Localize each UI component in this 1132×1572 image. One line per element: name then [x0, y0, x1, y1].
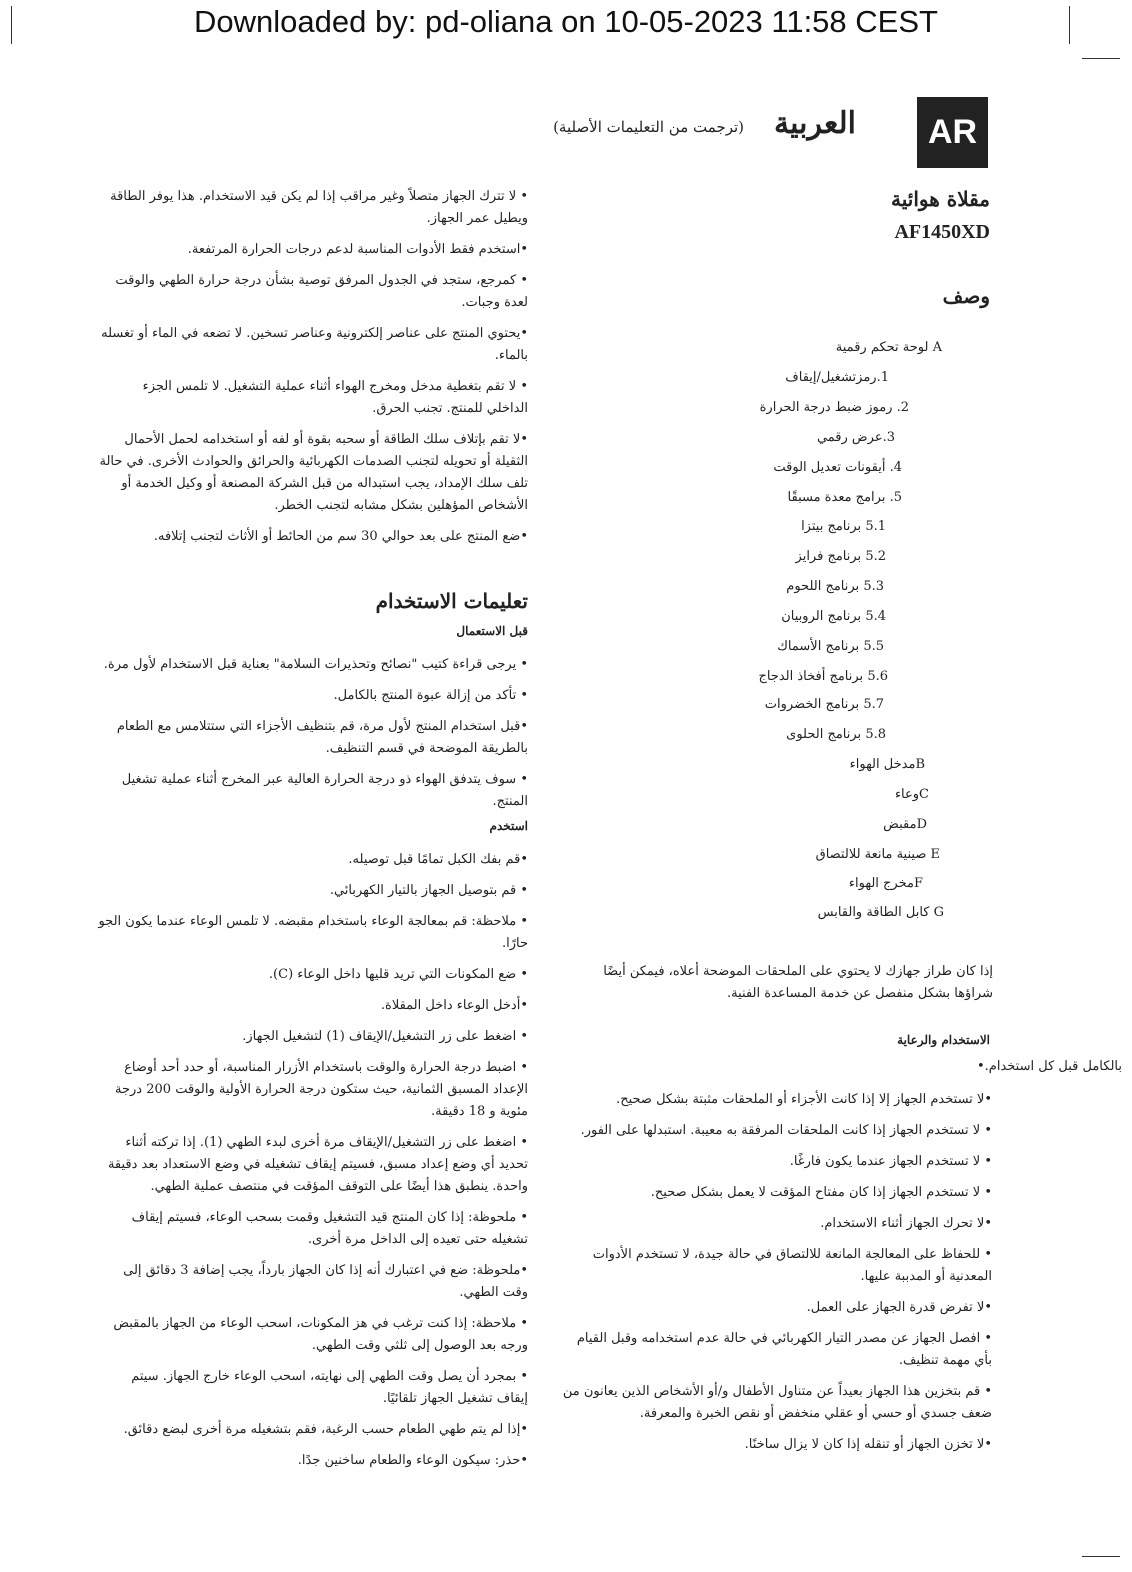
description-item: 5.2 برنامج فرايز [795, 549, 886, 564]
care-item: •لا تخزن الجهاز أو تنقله إذا كان لا يزال ساخنًا. [744, 1437, 992, 1452]
use-item: •إذا لم يتم طهي الطعام حسب الرغبة، فقم بتشغيله مرة أخرى لبضع دقائق. [123, 1422, 528, 1437]
description-item: Bمدخل الهواء [849, 757, 925, 772]
care-item: • افصل الجهاز عن مصدر التيار الكهربائي في حالة عدم استخدامه وقبل القيام بأي مهمة تنظيف. [576, 1331, 992, 1368]
crop-mark-right [1069, 6, 1070, 44]
description-item: E صينية مانعة للالتصاق [815, 847, 940, 862]
description-item: 5.8 برنامج الحلوى [786, 727, 886, 742]
care-item: • لا تستخدم الجهاز إذا كان مفتاح المؤقت لا يعمل بشكل صحيح. [650, 1185, 992, 1200]
product-model: AF1450XD [894, 221, 990, 243]
language-subtitle: (ترجمت من التعليمات الأصلية) [553, 118, 744, 136]
description-item: 5. برامج معدة مسبقًا [787, 490, 902, 505]
description-item: Fمخرج الهواء [848, 876, 923, 891]
safety-item: •ضع المنتج على بعد حوالي 30 سم من الحائط أو الأثاث لتجنب إتلافه. [153, 529, 528, 544]
description-title: وصف [942, 284, 990, 308]
use-title: استخدم [489, 819, 528, 833]
crop-mark-bottom-right [1082, 1556, 1120, 1557]
use-item: •قم بفك الكبل تمامًا قبل توصيله. [348, 852, 528, 867]
care-item: • قم بتخزين هذا الجهاز بعيداً عن متناول الأطفال و/أو الأشخاص الذين يعانون من ضعف جسدي أو حسي أو عقلي منخفض أو نقص الخبرة والمعرفة. [562, 1384, 992, 1421]
use-item: • بمجرد أن يصل وقت الطهي إلى نهايته، اسحب الوعاء خارج الجهاز. سيتم إيقاف تشغيل الجهاز تلقائيًا. [131, 1369, 528, 1406]
care-item: • للحفاظ على المعالجة المانعة للالتصاق في حالة جيدة، لا تستخدم الأدوات المعدنية أو المدببة عليها. [592, 1247, 992, 1284]
instructions-title: تعليمات الاستخدام [375, 589, 528, 613]
description-item: 5.3 برنامج اللحوم [786, 579, 884, 594]
care-item: • لا تستخدم الجهاز عندما يكون فارغًا. [789, 1154, 992, 1169]
description-item: 5.5 برنامج الأسماك [777, 639, 884, 654]
description-item: 1.رمزتشغيل/إيقاف [785, 370, 889, 385]
download-note: Downloaded by: pd-oliana on 10-05-2023 11:58 CEST [194, 4, 938, 39]
description-item: Cوعاء [894, 787, 929, 802]
use-item: •أدخل الوعاء داخل المقلاة. [380, 998, 528, 1013]
use-item: • ملاحظة: قم بمعالجة الوعاء باستخدام مقبضه. لا تلمس الوعاء عندما يكون الجو حارًا. [98, 914, 528, 951]
use-item: • ملحوظة: إذا كان المنتج قيد التشغيل وقمت بسحب الوعاء، فسيتم إيقاف تشغيله حتى تعيده إلى الداخل مرة أخرى. [131, 1210, 528, 1247]
description-item: 5.7 برنامج الخضروات [764, 697, 884, 712]
crop-mark-left [11, 6, 12, 44]
crop-mark-top-right [1082, 58, 1120, 59]
care-item: • لا تستخدم الجهاز إذا كانت الملحقات المرفقة به معيبة. استبدلها على الفور. [580, 1123, 992, 1138]
safety-item: •استخدم فقط الأدوات المناسبة لدعم درجات الحرارة المرتفعة. [187, 242, 528, 257]
safety-item: • لا تترك الجهاز متصلاً وغير مراقب إذا لم يكن قيد الاستخدام. هذا يوفر الطاقة ويطيل عمر الجهاز. [110, 189, 528, 226]
use-item: • ملاحظة: إذا كنت ترغب في هز المكونات، اسحب الوعاء من الجهاز بالمقبض ورجه بعد الوصول إلى ثلثي وقت الطهي. [113, 1316, 528, 1353]
description-item: 2. رموز ضبط درجة الحرارة [759, 400, 909, 415]
description-item: 5.1 برنامج بيتزا [801, 519, 886, 534]
before-use-item: • سوف يتدفق الهواء ذو درجة الحرارة العالية عبر المخرج أثناء عملية تشغيل المنتج. [121, 772, 528, 809]
before-use-item: • تأكد من إزالة عبوة المنتج بالكامل. [333, 688, 528, 703]
description-item: 5.6 برنامج أفخاذ الدجاج [758, 669, 888, 684]
safety-item: •يحتوي المنتج على عناصر إلكترونية وعناصر تسخين. لا تضعه في الماء أو تغسله بالماء. [101, 326, 528, 363]
care-item: •لا تفرض قدرة الجهاز على العمل. [806, 1300, 992, 1315]
before-use-title: قبل الاستعمال [456, 624, 528, 638]
before-use-item: • يرجى قراءة كتيب "نصائح وتحذيرات السلامة" بعناية قبل الاستخدام لأول مرة. [103, 657, 528, 672]
use-item: •حذر: سيكون الوعاء والطعام ساخنين جدًا. [297, 1453, 528, 1468]
use-item: • اضغط على زر التشغيل/الإيقاف مرة أخرى لبدء الطهي (1). إذا تركته أثناء تحديد أي وضع إعداد مسبق، فسيتم إيقاف تشغيله في وضع الاستعداد بعد دقيقة واحدة. ينطبق هذا أيضًا على التوقف المؤقت في منتصف عملية الطهي. [107, 1135, 528, 1194]
safety-item: • كمرجع، ستجد في الجدول المرفق توصية بشأن درجة حرارة الطهي والوقت لعدة وجبات. [115, 273, 528, 310]
language-badge: AR [917, 97, 988, 168]
description-item: G كابل الطاقة والقابس [817, 905, 944, 920]
language-name: العربية [774, 106, 856, 141]
care-lead: بالكامل قبل كل استخدام.• [976, 1059, 1122, 1074]
use-item: • اضغط على زر التشغيل/الإيقاف (1) لتشغيل الجهاز. [242, 1029, 528, 1044]
use-item: •ملحوظة: ضع في اعتبارك أنه إذا كان الجهاز بارداً، يجب إضافة 3 دقائق إلى وقت الطهي. [123, 1263, 528, 1300]
description-item: A لوحة تحكم رقمية [835, 340, 942, 355]
use-item: • اضبط درجة الحرارة والوقت باستخدام الأزرار المناسبة، أو حدد أحد أوضاع الإعداد المسبق الثمانية، حيث ستكون درجة الحرارة الأولية والوقت 200 درجة مئوية و 18 دقيقة. [115, 1060, 528, 1119]
description-item: 4. أيقونات تعديل الوقت [773, 460, 902, 475]
safety-item: • لا تقم بتغطية مدخل ومخرج الهواء أثناء عملية التشغيل. لا تلمس الجزء الداخلي للمنتج. تجنب الحرق. [142, 379, 528, 416]
description-item: 5.4 برنامج الروبيان [781, 609, 886, 624]
before-use-item: •قبل استخدام المنتج لأول مرة، قم بتنظيف الأجزاء التي ستتلامس مع الطعام بالطريقة الموضحة في قسم التنظيف. [116, 719, 528, 756]
product-name: مقلاة هوائية [891, 187, 990, 211]
safety-item: •لا تقم بإتلاف سلك الطاقة أو سحبه بقوة أو لفه أو استخدامه لحمل الأحمال الثقيلة أو تحويله لتجنب الصدمات الكهربائية والحرائق والحوادث الأخرى. في حالة تلف سلك الإمداد، يجب استبداله من قبل الشركة المصنعة أو وكيل الخدمة أو الأشخاص المؤهلين بشكل مشابه لتجنب الخطر. [99, 432, 528, 513]
care-title: الاستخدام والرعاية [897, 1033, 990, 1047]
care-item: •لا تستخدم الجهاز إلا إذا كانت الأجزاء أو الملحقات مثبتة بشكل صحيح. [616, 1092, 992, 1107]
description-item: Dمقبض [883, 817, 927, 832]
care-item: •لا تحرك الجهاز أثناء الاستخدام. [820, 1216, 992, 1231]
use-item: • ضع المكونات التي تريد قليها داخل الوعاء (C). [268, 967, 528, 982]
description-note: إذا كان طراز جهازك لا يحتوي على الملحقات الموضحة أعلاه، فيمكن أيضًا شراؤها بشكل منفصل عن خدمة المساعدة الفنية. [603, 964, 993, 1001]
description-item: 3.عرض رقمي [816, 430, 895, 445]
use-item: • قم بتوصيل الجهاز بالتيار الكهربائي. [329, 883, 528, 898]
